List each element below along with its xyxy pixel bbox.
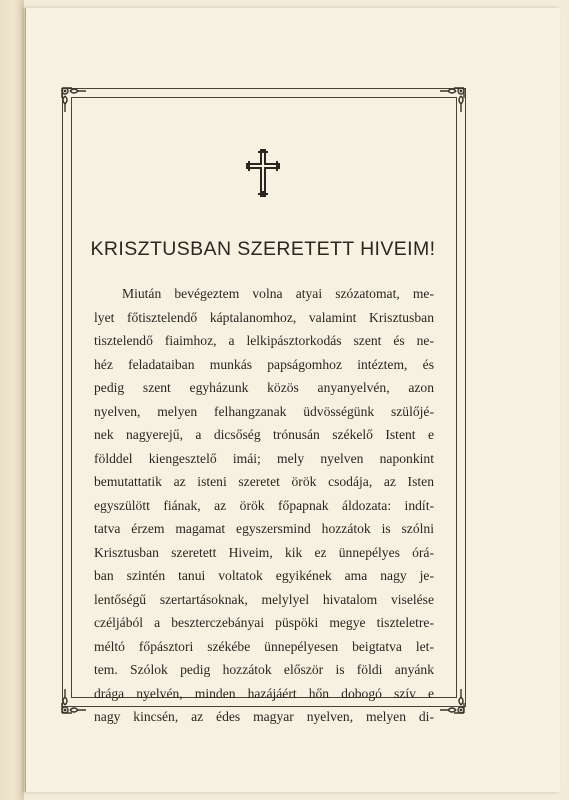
text-line: tatva érzem magamat egyszersmind hozzátok is szólni xyxy=(94,521,434,536)
corner-ornament-icon xyxy=(436,685,470,719)
corner-ornament-icon xyxy=(56,685,90,719)
text-line: nagy kincsén, az édes magyar nyelven, melyen di- xyxy=(94,709,434,724)
text-line: czéljából a beszterczebányai püspöki megye tiszteletre- xyxy=(94,615,434,630)
previous-page-edge xyxy=(0,0,24,800)
corner-ornament-icon xyxy=(56,82,90,116)
text-line: egyszülött fiának, az örök főpapnak áldozata: indít- xyxy=(94,497,434,513)
text-line: Miután bevégeztem volna atyai szózatomat, me- xyxy=(122,286,434,301)
text-line: ban szintén tanui voltatok egyikének ama nagy je- xyxy=(94,568,434,583)
text-line: héz feladataiban munkás papságomhoz intéztem, és xyxy=(94,356,434,372)
page-title: KRISZTUSBAN SZERETETT HIVEIM! xyxy=(90,238,436,260)
text-line: lyet főtisztelendő káptalanomhoz, valamint Krisztusban xyxy=(94,309,434,325)
text-line: nek nagyerejű, a dicsőség trónusán székelő Istent e xyxy=(94,427,434,442)
text-line: méltó főpásztori székébe ünnepélyesen beigtatva let- xyxy=(94,638,434,654)
text-line: pedig szent egyházunk közös anyanyelvén, azon xyxy=(94,380,434,395)
text-line: drága nyelvén, minden hazájáért hőn dobogó szív e xyxy=(94,685,434,701)
text-line: Krisztusban szeretett Hiveim, kik ez ünnepélyes órá- xyxy=(94,544,434,560)
text-line: lentőségű szertartásoknak, melylyel hivatalom viselése xyxy=(94,591,434,607)
corner-ornament-icon xyxy=(436,82,470,116)
cross-icon xyxy=(246,147,280,199)
text-line: nyelven, melyen felhangzanak üdvösségünk szülőjé- xyxy=(94,403,434,419)
text-line: földdel kiengesztelő imái; mely nyelven naponkint xyxy=(94,450,434,466)
text-line: tem. Szólok pedig hozzátok először is földi anyánk xyxy=(94,662,434,677)
text-line: bemutattatik az isteni szeretet örök csodája, az Isten xyxy=(94,474,434,489)
body-paragraph xyxy=(94,282,434,729)
text-line: tisztelendő fiaimhoz, a lelkipásztorkodás szent és ne- xyxy=(94,333,434,348)
